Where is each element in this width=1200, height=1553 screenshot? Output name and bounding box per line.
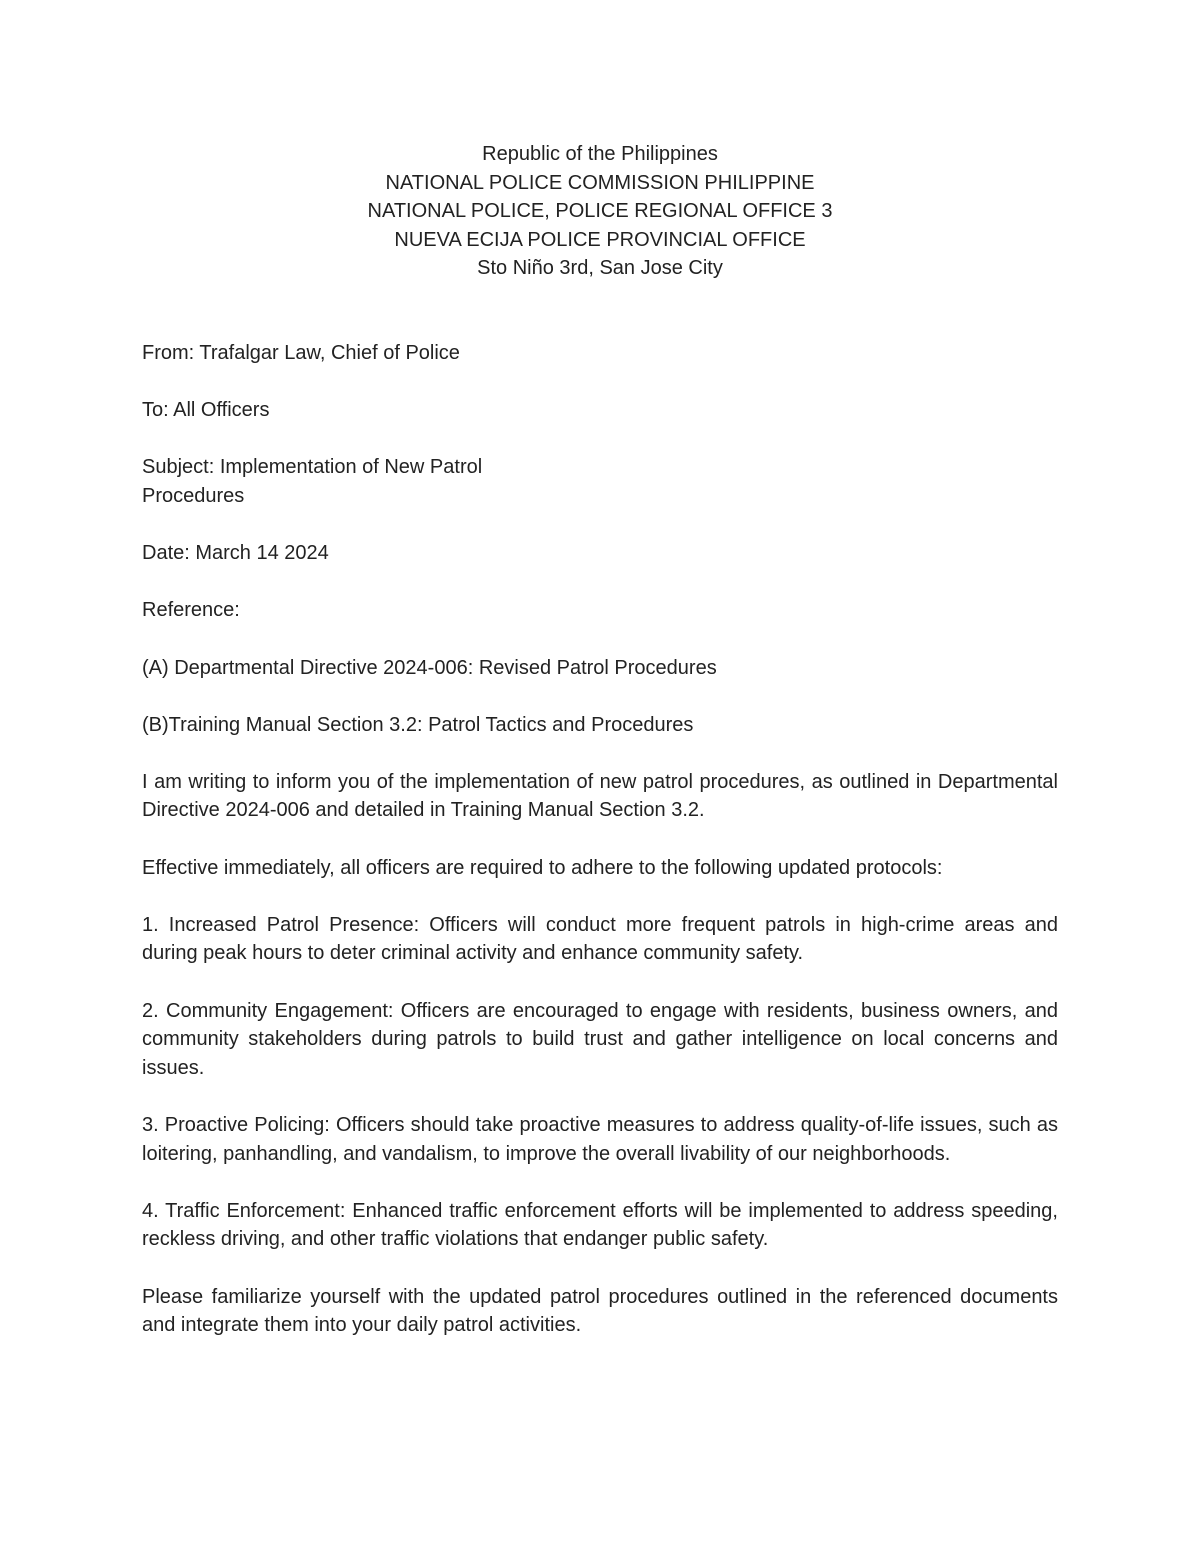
memo-to: To: All Officers — [142, 399, 270, 422]
letterhead — [142, 140, 1058, 283]
body-intro: I am writing to inform you of the implementation of new patrol procedures, as outlined in Departmental Directive 2024-006 and detailed in Training Manual Section 3.2. — [142, 770, 1058, 822]
memo-body — [142, 768, 1058, 1340]
protocol-item: 2. Community Engagement: Officers are encouraged to engage with residents, business owners, and community stakeholders during patrols to build trust and gather intelligence on local concerns and issues. — [142, 999, 1058, 1079]
memo-reference-a: (A) Departmental Directive 2024-006: Revised Patrol Procedures — [142, 656, 717, 679]
body-effective-statement: Effective immediately, all officers are required to adhere to the following updated protocols: — [142, 856, 943, 879]
memo-header — [142, 339, 1058, 739]
letterhead-address: Sto Niño 3rd, San Jose City — [477, 257, 723, 280]
protocol-item: 3. Proactive Policing: Officers should take proactive measures to address quality-of-life issues, such as loitering, panhandling, and vandalism, to improve the overall livability of our neighborhoods. — [142, 1114, 1058, 1165]
memo-reference-b: (B)Training Manual Section 3.2: Patrol Tactics and Procedures — [142, 713, 694, 736]
letterhead-commission: NATIONAL POLICE COMMISSION PHILIPPINE — [385, 171, 815, 194]
letterhead-regional-office: NATIONAL POLICE, POLICE REGIONAL OFFICE 3 — [367, 200, 833, 223]
memo-reference-label: Reference: — [142, 599, 240, 622]
memo-date: Date: March 14 2024 — [142, 542, 329, 565]
protocol-item: 4. Traffic Enforcement: Enhanced traffic enforcement efforts will be implemented to address speeding, reckless driving, and other traffic violations that endanger public safety. — [142, 1199, 1058, 1251]
memo-from: From: Trafalgar Law, Chief of Police — [142, 341, 460, 364]
letterhead-country: Republic of the Philippines — [482, 143, 718, 165]
memo-subject: Subject: Implementation of New Patrol Procedures — [142, 456, 483, 507]
protocol-item: 1. Increased Patrol Presence: Officers will conduct more frequent patrols in high-crime areas and during peak hours to deter criminal activity and enhance community safety. — [142, 913, 1058, 965]
letterhead-provincial-office: NUEVA ECIJA POLICE PROVINCIAL OFFICE — [394, 228, 806, 251]
body-closing: Please familiarize yourself with the updated patrol procedures outlined in the referenced documents and integrate them into your daily patrol activities. — [142, 1285, 1058, 1337]
